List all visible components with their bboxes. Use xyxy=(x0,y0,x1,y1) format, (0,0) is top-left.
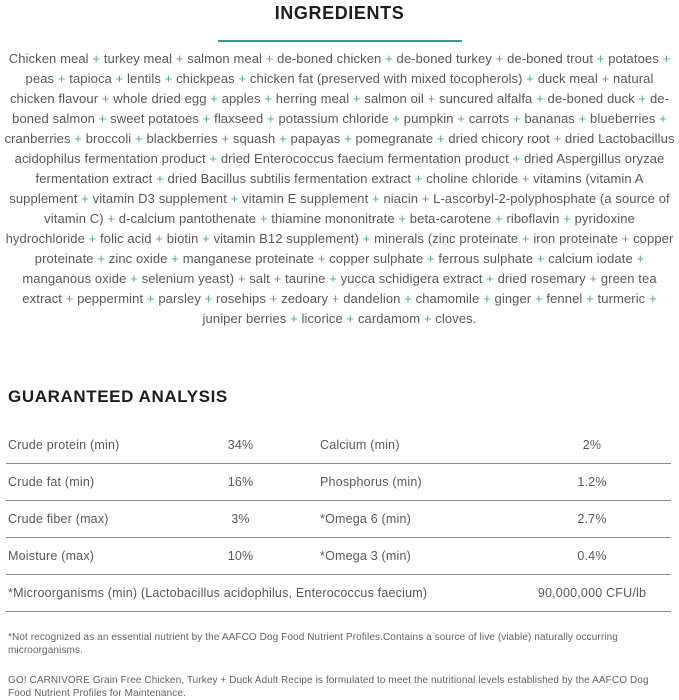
plus-separator: + xyxy=(126,271,142,286)
ingredient-item: copper sulphate xyxy=(329,251,424,266)
plus-separator: + xyxy=(342,311,358,326)
ingredient-item: dried Aspergillus oryzae fermentation extract xyxy=(35,151,665,186)
plus-separator: + xyxy=(217,131,233,146)
ingredient-item: vitamin D3 supplement xyxy=(92,191,227,206)
plus-separator: + xyxy=(340,131,356,146)
plus-separator: + xyxy=(388,111,404,126)
plus-separator: + xyxy=(491,211,507,226)
nutrient-value: 10% xyxy=(227,549,254,563)
ingredient-item: minerals (zinc proteinate xyxy=(374,231,519,246)
plus-separator: + xyxy=(509,111,525,126)
table-row-microorganisms xyxy=(6,575,671,612)
nutrient-label: Calcium (min) xyxy=(320,438,400,452)
ingredient-item: chicken fat (preserved with mixed tocopherols) xyxy=(249,71,523,86)
plus-separator: + xyxy=(95,111,111,126)
ingredient-item: de-boned chicken xyxy=(277,51,382,66)
nutrient-value: 90,000,000 CFU/lb xyxy=(537,586,647,600)
ingredient-item: natural chicken flavour xyxy=(9,71,654,106)
plus-separator: + xyxy=(198,111,215,126)
plus-separator: + xyxy=(200,291,217,306)
nutrient-value: 1.2% xyxy=(577,475,607,489)
plus-separator: + xyxy=(205,151,221,166)
plus-separator: + xyxy=(93,251,109,266)
ingredient-item: zinc oxide xyxy=(108,251,168,266)
ingredient-item: potatoes xyxy=(608,51,659,66)
plus-separator: + xyxy=(265,291,282,306)
plus-separator: + xyxy=(111,71,128,86)
ingredient-item: salmon meal xyxy=(187,51,263,66)
ingredient-item: dried rosemary xyxy=(497,271,586,286)
plus-separator: + xyxy=(597,71,613,86)
nutrient-label: Phosphorus (min) xyxy=(320,475,422,489)
ingredient-item: de-boned turkey xyxy=(396,51,492,66)
plus-separator: + xyxy=(420,311,436,326)
plus-separator: + xyxy=(482,271,498,286)
plus-separator: + xyxy=(645,291,657,306)
plus-separator: + xyxy=(167,251,183,266)
ingredient-item: squash xyxy=(232,131,276,146)
plus-separator: + xyxy=(400,291,416,306)
ingredient-item: blackberries xyxy=(146,131,218,146)
ingredient-item: vitamins (vitamin A supplement xyxy=(9,171,644,206)
ingredient-item: cranberries xyxy=(4,131,71,146)
table-row xyxy=(6,538,671,575)
plus-separator: + xyxy=(655,111,667,126)
plus-separator: + xyxy=(423,251,439,266)
plus-separator: + xyxy=(263,111,279,126)
plus-separator: + xyxy=(433,131,449,146)
ingredient-item: biotin xyxy=(166,231,199,246)
ingredient-item: whole dried egg xyxy=(113,91,207,106)
ingredient-item: d-calcium pantothenate xyxy=(118,211,257,226)
ingredient-item: tapioca xyxy=(69,71,112,86)
plus-separator: + xyxy=(368,191,384,206)
plus-separator: + xyxy=(658,51,671,66)
ingredient-item: potassium chloride xyxy=(278,111,389,126)
plus-separator: + xyxy=(349,91,365,106)
plus-separator: + xyxy=(559,211,575,226)
footnote-formulation: GO! CARNIVORE Grain Free Chicken, Turkey + Duck Adult Recipe is formulated to meet the nutritional levels established by the AAFCO Dog Food Nutrient Profiles for Maintenance. xyxy=(8,675,649,699)
ingredients-paragraph xyxy=(0,49,679,329)
ingredient-item: de-boned duck xyxy=(547,91,635,106)
plus-separator: + xyxy=(531,291,547,306)
plus-separator: + xyxy=(160,71,177,86)
ingredient-item: riboflavin xyxy=(506,211,560,226)
ingredient-item: papayas xyxy=(290,131,341,146)
plus-separator: + xyxy=(634,91,650,106)
ingredient-item: juniper berries xyxy=(202,311,287,326)
plus-separator: + xyxy=(77,191,93,206)
ingredient-item: de-boned salmon xyxy=(12,91,670,126)
nutrient-label: *Omega 6 (min) xyxy=(320,512,412,526)
plus-separator: + xyxy=(151,231,167,246)
plus-separator: + xyxy=(508,151,524,166)
ingredient-item: sweet potatoes xyxy=(110,111,199,126)
nutrient-value: 0.4% xyxy=(577,549,607,563)
ingredient-item: manganese proteinate xyxy=(182,251,315,266)
ingredient-item: calcium iodate xyxy=(548,251,633,266)
ingredient-item: lentils xyxy=(127,71,161,86)
nutrient-value: 34% xyxy=(227,438,254,452)
ingredient-item: turmeric xyxy=(597,291,646,306)
ingredient-item: yucca schidigera extract xyxy=(340,271,483,286)
plus-separator: + xyxy=(84,231,101,246)
ingredient-item: duck meal xyxy=(537,71,598,86)
plus-separator: + xyxy=(226,191,243,206)
ingredient-item: bananas xyxy=(524,111,575,126)
ingredient-item: peppermint xyxy=(77,291,144,306)
plus-separator: + xyxy=(54,71,70,86)
ingredient-item: parsley xyxy=(158,291,201,306)
plus-separator: + xyxy=(262,51,278,66)
plus-separator: + xyxy=(131,131,147,146)
plus-separator: + xyxy=(411,171,427,186)
plus-separator: + xyxy=(593,51,609,66)
plus-separator: + xyxy=(574,111,591,126)
plus-separator: + xyxy=(328,291,344,306)
ingredient-item: apples xyxy=(221,91,261,106)
title-underline-rule xyxy=(218,40,462,42)
plus-separator: + xyxy=(522,71,538,86)
plus-separator: + xyxy=(62,291,78,306)
ingredient-item: dried Lactobacillus acidophilus fermentation product xyxy=(14,131,675,166)
ingredient-item: salt xyxy=(249,271,270,286)
ingredient-item: rosehips xyxy=(216,291,266,306)
nutrient-value: 2.7% xyxy=(577,512,607,526)
plus-separator: + xyxy=(70,131,86,146)
plus-separator: + xyxy=(143,291,159,306)
ingredient-item: thiamine mononitrate xyxy=(271,211,395,226)
ingredient-item: folic acid xyxy=(100,231,152,246)
nutrient-label: Crude fiber (max) xyxy=(8,512,109,526)
ingredient-item: copper proteinate xyxy=(34,231,674,266)
plus-separator: + xyxy=(585,271,601,286)
nutrient-value: 2% xyxy=(582,438,602,452)
ingredient-item: ferrous sulphate xyxy=(438,251,534,266)
ingredient-item: Chicken meal xyxy=(8,51,89,66)
ingredient-item: dandelion xyxy=(343,291,401,306)
ingredient-item: chickpeas xyxy=(176,71,235,86)
ingredient-item: dried Enterococcus faecium fermentation product xyxy=(220,151,509,166)
ingredient-item: dried Bacillus subtilis fermentation extract xyxy=(167,171,412,186)
plus-separator: + xyxy=(275,131,291,146)
ingredient-item: vitamin B12 supplement) xyxy=(213,231,359,246)
plus-separator: + xyxy=(518,171,534,186)
plus-separator: + xyxy=(394,211,410,226)
plus-separator: + xyxy=(172,51,188,66)
ingredient-item: peas xyxy=(25,71,55,86)
ingredient-item: L-ascorbyl-2-polyphosphate (a source of vitamin C) xyxy=(44,191,670,226)
ingredient-item: suncured alfalfa xyxy=(439,91,533,106)
ingredient-item: blueberries xyxy=(590,111,656,126)
ingredient-item: salmon oil xyxy=(364,91,424,106)
nutrient-label: *Omega 3 (min) xyxy=(320,549,412,563)
plus-separator: + xyxy=(234,71,250,86)
plus-separator: + xyxy=(152,171,168,186)
plus-separator: + xyxy=(549,131,565,146)
nutrient-value: 3% xyxy=(231,512,250,526)
ingredient-item: turkey meal xyxy=(103,51,173,66)
ingredient-item: cardamom xyxy=(357,311,421,326)
ingredient-item: vitamin E supplement xyxy=(242,191,369,206)
plus-separator: + xyxy=(479,291,495,306)
ingredient-item: pyridoxine hydrochloride xyxy=(5,211,635,246)
plus-separator: + xyxy=(582,291,598,306)
plus-separator: + xyxy=(260,91,276,106)
plus-separator: + xyxy=(453,111,469,126)
ingredient-item: taurine xyxy=(285,271,326,286)
nutrient-label: Moisture (max) xyxy=(8,549,95,563)
plus-separator: + xyxy=(206,91,222,106)
ingredient-item: fennel xyxy=(546,291,583,306)
plus-separator: + xyxy=(198,231,214,246)
nutrient-label: Crude fat (min) xyxy=(8,475,95,489)
plus-separator: + xyxy=(418,191,434,206)
nutrient-label: Crude protein (min) xyxy=(8,438,120,452)
ingredients-header xyxy=(0,0,679,42)
plus-separator: + xyxy=(98,91,114,106)
ingredient-item: chamomile xyxy=(415,291,480,306)
ingredient-item: ginger xyxy=(494,291,532,306)
guaranteed-analysis-table xyxy=(6,427,671,612)
plus-separator: + xyxy=(533,251,549,266)
ingredient-item: broccoli xyxy=(85,131,132,146)
plus-separator: + xyxy=(103,211,119,226)
plus-separator: + xyxy=(423,91,439,106)
plus-separator: + xyxy=(518,231,534,246)
ingredient-item: selenium yeast) xyxy=(141,271,235,286)
plus-separator: + xyxy=(88,51,104,66)
plus-separator: + xyxy=(325,271,341,286)
ingredient-item: flaxseed xyxy=(214,111,264,126)
plus-separator: + xyxy=(256,211,272,226)
plus-separator: + xyxy=(234,271,250,286)
table-row xyxy=(6,427,671,464)
ingredient-item: iron proteinate xyxy=(533,231,618,246)
plus-separator: + xyxy=(269,271,286,286)
ingredient-item: dried chicory root xyxy=(448,131,550,146)
ingredient-item: herring meal xyxy=(275,91,350,106)
table-row xyxy=(6,501,671,538)
plus-separator: + xyxy=(617,231,634,246)
plus-separator: + xyxy=(286,311,302,326)
plus-separator: + xyxy=(491,51,508,66)
ingredient-item: de-boned trout xyxy=(507,51,594,66)
ingredient-item: beta-carotene xyxy=(409,211,492,226)
ingredient-item: carrots xyxy=(468,111,510,126)
nutrient-label: *Microorganisms (min) (Lactobacillus acidophilus, Enterococcus faecium) xyxy=(8,586,428,600)
ingredient-item: pumpkin xyxy=(403,111,454,126)
plus-separator: + xyxy=(381,51,397,66)
nutrient-value: 16% xyxy=(227,475,254,489)
ingredient-item: niacin xyxy=(383,191,419,206)
ingredient-item: zedoary xyxy=(281,291,329,306)
ingredient-item: pomegranate xyxy=(355,131,434,146)
guaranteed-analysis-title: GUARANTEED ANALYSIS xyxy=(8,387,228,406)
plus-separator: + xyxy=(532,91,548,106)
ingredient-item: manganous oxide xyxy=(22,271,127,286)
ingredient-item: choline chloride xyxy=(426,171,519,186)
ingredient-item: cloves. xyxy=(435,311,477,326)
plus-separator: + xyxy=(358,231,375,246)
ingredient-item: green tea extract xyxy=(22,271,657,306)
plus-separator: + xyxy=(632,251,645,266)
table-row xyxy=(6,464,671,501)
ingredients-title: INGREDIENTS xyxy=(274,3,405,23)
ingredient-item: licorice xyxy=(301,311,343,326)
footnote-aafco-nutrient: *Not recognized as an essential nutrient by the AAFCO Dog Food Nutrient Profiles.Contains a source of live (viable) naturally occurring microorganisms. xyxy=(8,632,618,656)
plus-separator: + xyxy=(314,251,330,266)
